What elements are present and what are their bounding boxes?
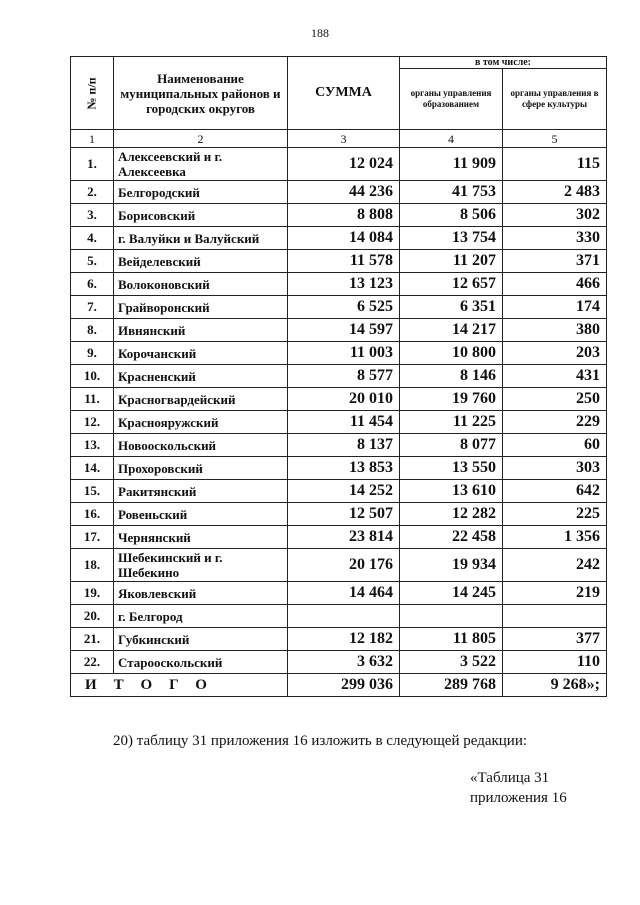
- row-education: 11 207: [400, 250, 503, 273]
- row-number: 6.: [71, 273, 114, 296]
- table-reference-line-1: «Таблица 31: [470, 770, 550, 786]
- row-number: 7.: [71, 296, 114, 319]
- table-row: [71, 480, 607, 503]
- row-sum: 20 176: [288, 549, 400, 582]
- header-including: в том числе:: [400, 57, 607, 69]
- row-culture: 203: [503, 342, 607, 365]
- row-number: 15.: [71, 480, 114, 503]
- table-row: [71, 181, 607, 204]
- row-sum: 20 010: [288, 388, 400, 411]
- table-row: [71, 605, 607, 628]
- row-culture: 1 356: [503, 526, 607, 549]
- allocation-table: [70, 56, 607, 697]
- row-sum: 8 137: [288, 434, 400, 457]
- row-number: 17.: [71, 526, 114, 549]
- row-name: Корочанский: [114, 342, 288, 365]
- row-number: 3.: [71, 204, 114, 227]
- table-row: [71, 628, 607, 651]
- row-culture: [503, 605, 607, 628]
- table-row: [71, 651, 607, 674]
- row-number: 5.: [71, 250, 114, 273]
- row-name: Прохоровский: [114, 457, 288, 480]
- row-number: 14.: [71, 457, 114, 480]
- row-culture: 110: [503, 651, 607, 674]
- row-culture: 466: [503, 273, 607, 296]
- table-row: [71, 296, 607, 319]
- row-education: 13 610: [400, 480, 503, 503]
- row-culture: 642: [503, 480, 607, 503]
- index-row: [71, 130, 607, 148]
- table-row: [71, 434, 607, 457]
- header-sum: СУММА: [288, 57, 400, 130]
- row-sum: 14 084: [288, 227, 400, 250]
- table-row: [71, 365, 607, 388]
- row-education: 8 146: [400, 365, 503, 388]
- header-education: органы управления образованием: [400, 69, 503, 130]
- row-number: 21.: [71, 628, 114, 651]
- row-sum: 14 464: [288, 582, 400, 605]
- row-education: 11 225: [400, 411, 503, 434]
- table-row: [71, 342, 607, 365]
- row-number: 16.: [71, 503, 114, 526]
- row-education: 6 351: [400, 296, 503, 319]
- table-row: [71, 549, 607, 582]
- row-sum: 3 632: [288, 651, 400, 674]
- row-number: 1.: [71, 148, 114, 181]
- row-education: 14 217: [400, 319, 503, 342]
- index-cell: 5: [503, 130, 607, 148]
- row-education: 11 909: [400, 148, 503, 181]
- row-name: Грайворонский: [114, 296, 288, 319]
- row-number: 19.: [71, 582, 114, 605]
- row-number: 22.: [71, 651, 114, 674]
- index-cell: 3: [288, 130, 400, 148]
- total-label: ИТОГО: [71, 674, 288, 697]
- row-sum: 12 507: [288, 503, 400, 526]
- row-number: 18.: [71, 549, 114, 582]
- row-education: 12 657: [400, 273, 503, 296]
- header-name: Наименование муниципальных районов и городских округов: [114, 57, 288, 130]
- row-name: Краснояружский: [114, 411, 288, 434]
- row-number: 20.: [71, 605, 114, 628]
- total-education: 289 768: [400, 674, 503, 697]
- row-name: Чернянский: [114, 526, 288, 549]
- table-row: [71, 388, 607, 411]
- row-number: 4.: [71, 227, 114, 250]
- row-name: Алексеевский и г. Алексеевка: [114, 148, 288, 181]
- row-number: 12.: [71, 411, 114, 434]
- row-education: 14 245: [400, 582, 503, 605]
- row-education: 41 753: [400, 181, 503, 204]
- row-culture: 250: [503, 388, 607, 411]
- row-sum: 14 597: [288, 319, 400, 342]
- table-row: [71, 582, 607, 605]
- row-sum: 12 024: [288, 148, 400, 181]
- row-sum: 11 454: [288, 411, 400, 434]
- row-name: Красненский: [114, 365, 288, 388]
- row-name: г. Белгород: [114, 605, 288, 628]
- row-sum: 6 525: [288, 296, 400, 319]
- row-name: Ракитянский: [114, 480, 288, 503]
- row-education: [400, 605, 503, 628]
- row-culture: 2 483: [503, 181, 607, 204]
- row-name: г. Валуйки и Валуйский: [114, 227, 288, 250]
- row-name: Яковлевский: [114, 582, 288, 605]
- row-name: Ивнянский: [114, 319, 288, 342]
- row-culture: 330: [503, 227, 607, 250]
- row-name: Волоконовский: [114, 273, 288, 296]
- row-number: 8.: [71, 319, 114, 342]
- row-education: 11 805: [400, 628, 503, 651]
- row-sum: 14 252: [288, 480, 400, 503]
- page-number: 188: [311, 26, 329, 40]
- row-number: 2.: [71, 181, 114, 204]
- row-number: 13.: [71, 434, 114, 457]
- row-sum: 44 236: [288, 181, 400, 204]
- table-row: [71, 204, 607, 227]
- row-name: Ровеньский: [114, 503, 288, 526]
- row-education: 3 522: [400, 651, 503, 674]
- table-row: [71, 273, 607, 296]
- row-sum: 8 577: [288, 365, 400, 388]
- row-culture: 303: [503, 457, 607, 480]
- table-reference-line-2: приложения 16: [470, 790, 567, 806]
- row-education: 19 760: [400, 388, 503, 411]
- row-culture: 302: [503, 204, 607, 227]
- row-culture: 174: [503, 296, 607, 319]
- instruction-text: 20) таблицу 31 приложения 16 изложить в следующей редакции:: [112, 733, 528, 749]
- row-number: 10.: [71, 365, 114, 388]
- row-sum: 8 808: [288, 204, 400, 227]
- row-education: 22 458: [400, 526, 503, 549]
- row-name: Губкинский: [114, 628, 288, 651]
- table-row: [71, 457, 607, 480]
- row-culture: 377: [503, 628, 607, 651]
- table-row: [71, 148, 607, 181]
- row-sum: 11 003: [288, 342, 400, 365]
- row-culture: 431: [503, 365, 607, 388]
- row-education: 8 506: [400, 204, 503, 227]
- row-sum: 13 853: [288, 457, 400, 480]
- row-education: 19 934: [400, 549, 503, 582]
- table-row: [71, 319, 607, 342]
- row-education: 13 550: [400, 457, 503, 480]
- row-name: Борисовский: [114, 204, 288, 227]
- row-culture: 380: [503, 319, 607, 342]
- row-education: 13 754: [400, 227, 503, 250]
- row-name: Красногвардейский: [114, 388, 288, 411]
- row-number: 9.: [71, 342, 114, 365]
- row-culture: 219: [503, 582, 607, 605]
- index-cell: 2: [114, 130, 288, 148]
- total-sum: 299 036: [288, 674, 400, 697]
- row-sum: 13 123: [288, 273, 400, 296]
- row-culture: 225: [503, 503, 607, 526]
- table-row: [71, 526, 607, 549]
- row-education: 12 282: [400, 503, 503, 526]
- row-name: Белгородский: [114, 181, 288, 204]
- row-education: 8 077: [400, 434, 503, 457]
- header-culture: органы управления в сфере культуры: [503, 69, 607, 130]
- index-cell: 4: [400, 130, 503, 148]
- row-culture: 371: [503, 250, 607, 273]
- total-culture: 9 268»;: [503, 674, 607, 697]
- row-name: Новооскольский: [114, 434, 288, 457]
- table-row: [71, 503, 607, 526]
- row-culture: 242: [503, 549, 607, 582]
- header-num: № п/п: [71, 57, 114, 130]
- row-name: Шебекинский и г. Шебекино: [114, 549, 288, 582]
- index-cell: 1: [71, 130, 114, 148]
- table-row: [71, 227, 607, 250]
- row-name: Старооскольский: [114, 651, 288, 674]
- table-reference: [470, 768, 567, 808]
- table-row: [71, 411, 607, 434]
- row-sum: [288, 605, 400, 628]
- row-sum: 23 814: [288, 526, 400, 549]
- row-culture: 115: [503, 148, 607, 181]
- row-culture: 60: [503, 434, 607, 457]
- header-row-1: [71, 57, 607, 69]
- row-name: Вейделевский: [114, 250, 288, 273]
- row-education: 10 800: [400, 342, 503, 365]
- row-number: 11.: [71, 388, 114, 411]
- row-sum: 11 578: [288, 250, 400, 273]
- row-sum: 12 182: [288, 628, 400, 651]
- row-culture: 229: [503, 411, 607, 434]
- table-row: [71, 250, 607, 273]
- total-row: [71, 674, 607, 697]
- table-body: [71, 148, 607, 674]
